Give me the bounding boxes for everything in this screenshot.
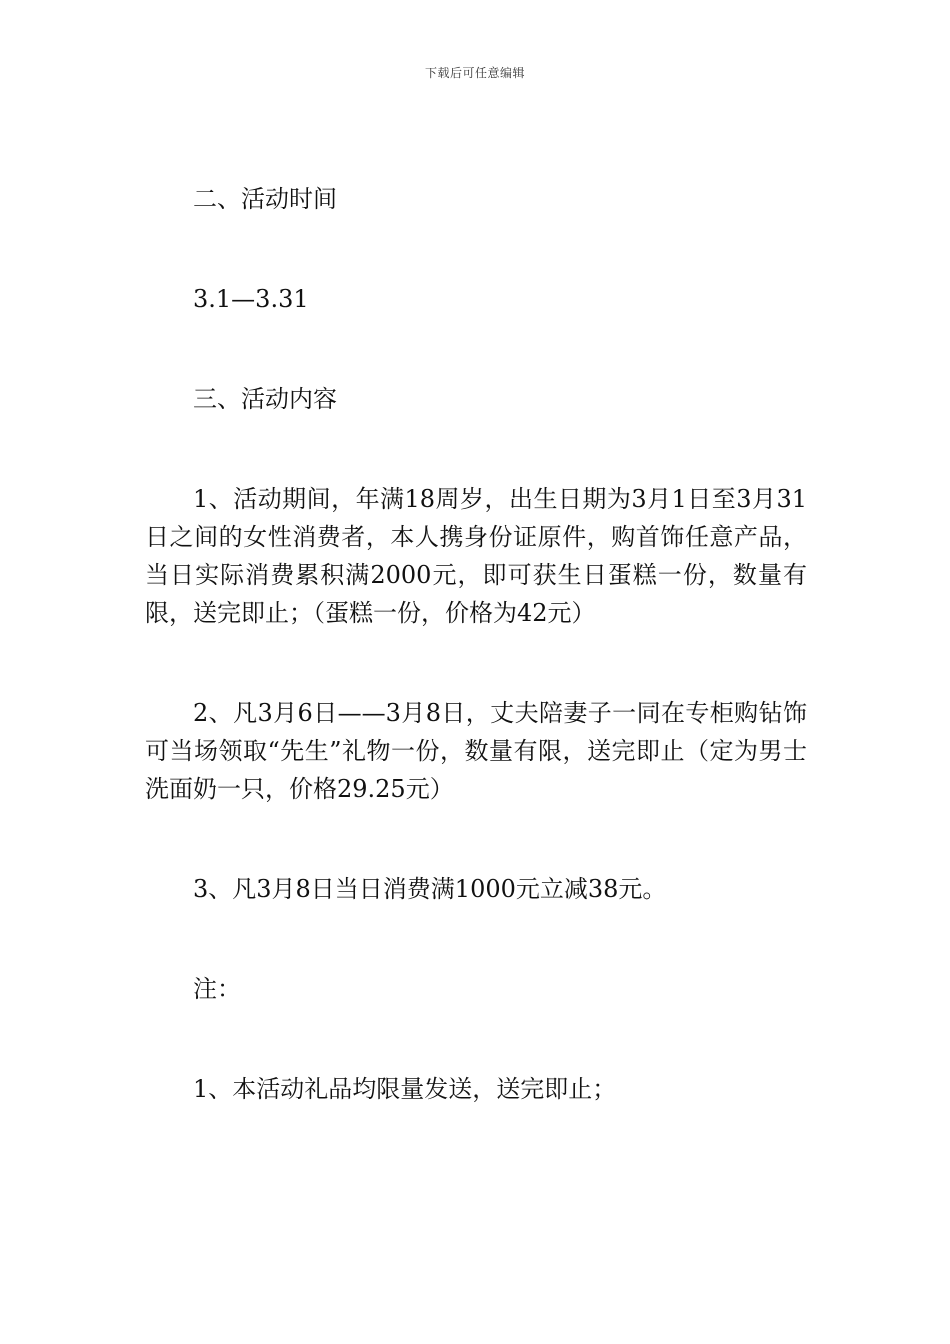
page-header: 下载后可任意编辑	[424, 66, 525, 80]
document-body	[145, 180, 807, 1108]
section-heading-content: 三、活动内容	[193, 385, 337, 413]
section-heading-time: 二、活动时间	[193, 185, 337, 213]
content-item-2: 2、凡3月6日——3月8日，丈夫陪妻子一同在专柜购钻饰可当场领取“先生”礼物一份，数量有限，送完即止（定为男士洗面奶一只，价格29.25元）	[145, 699, 807, 803]
content-item-1: 1、活动期间，年满18周岁，出生日期为3月1日至3月31日之间的女性消费者，本人携身份证原件，购首饰任意产品，当日实际消费累积满2000元，即可获生日蛋糕一份，数量有限，送完即止；（蛋糕一份，价格为42元）	[145, 485, 807, 627]
content-item-3: 3、凡3月8日当日消费满1000元立减38元。	[193, 875, 667, 903]
activity-period: 3.1—3.31	[193, 285, 309, 313]
note-item-1: 1、本活动礼品均限量发送，送完即止；	[193, 1075, 617, 1103]
note-heading: 注：	[193, 975, 241, 1003]
